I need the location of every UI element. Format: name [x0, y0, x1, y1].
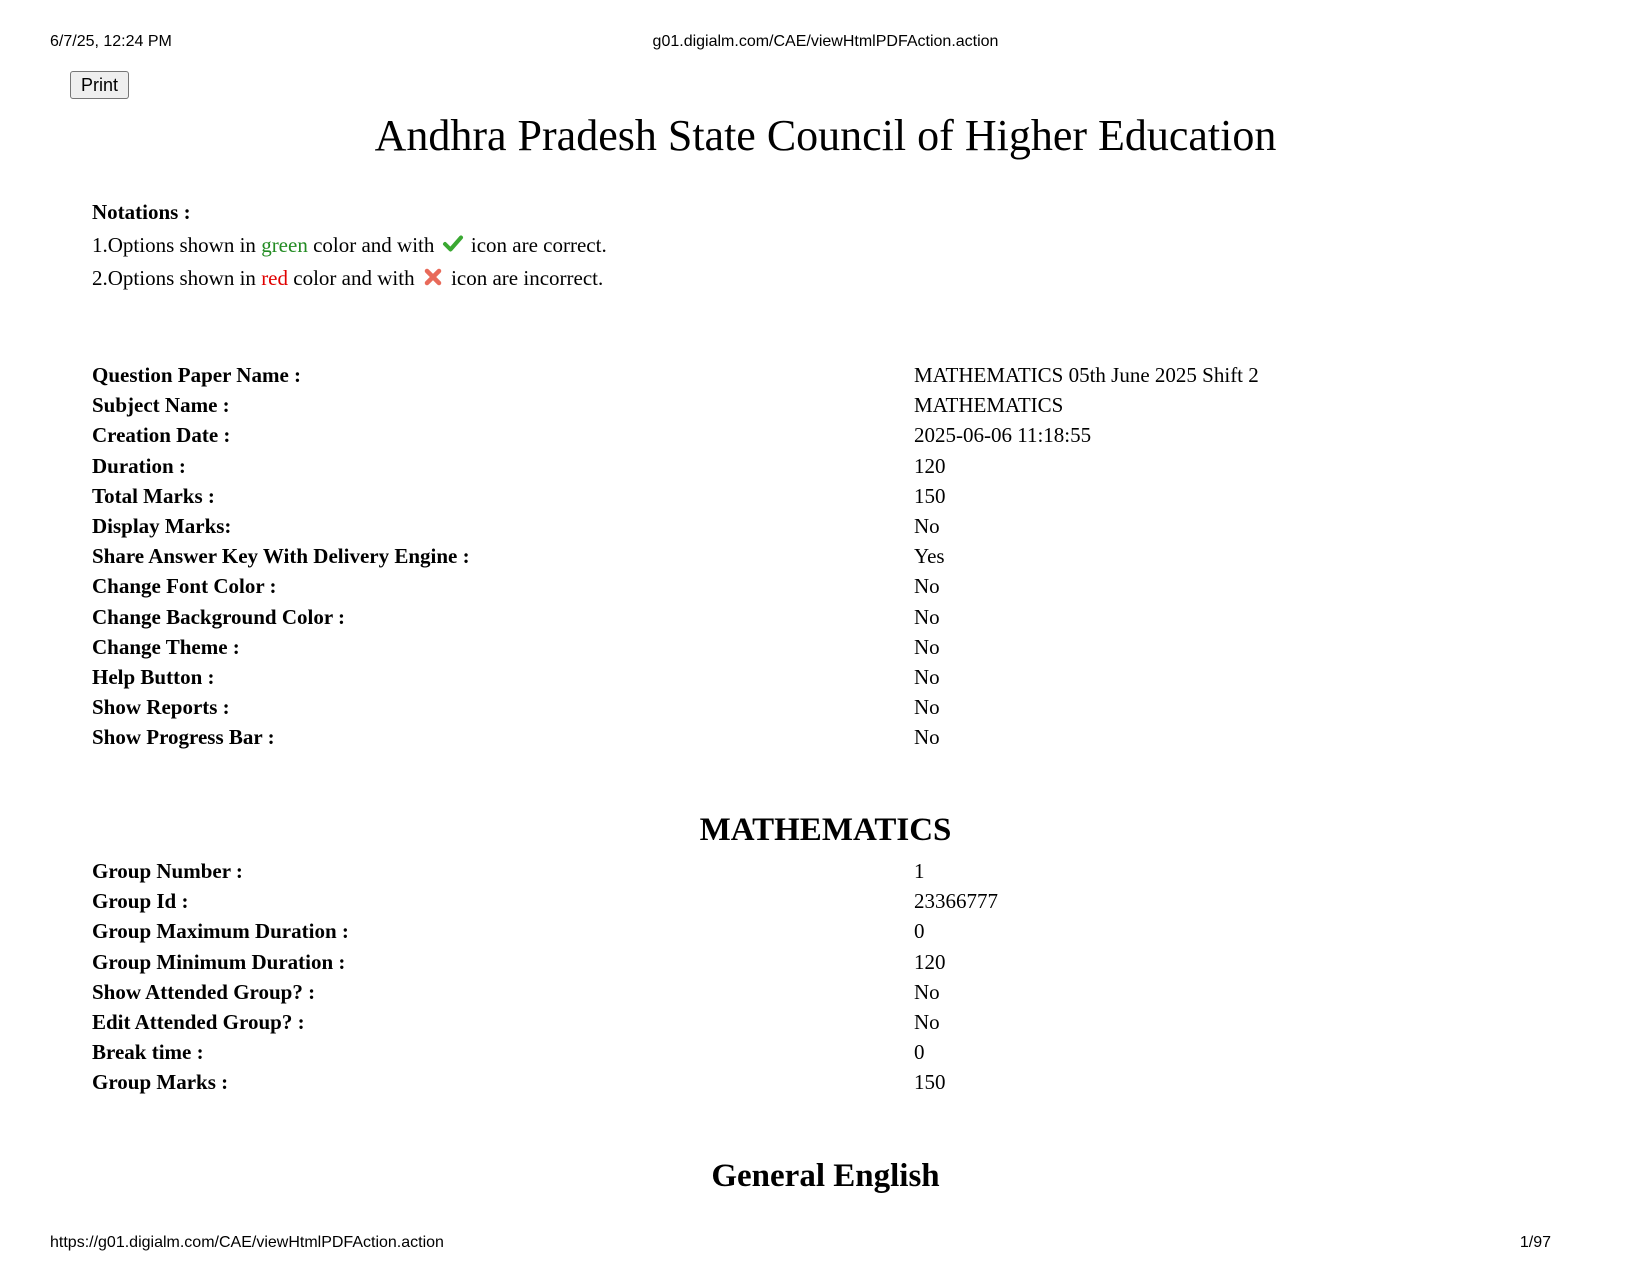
info-row: [92, 1067, 1492, 1097]
info-value: No: [914, 725, 940, 750]
info-row: [92, 1037, 1492, 1067]
cross-icon: [422, 265, 444, 287]
info-row: [92, 602, 1492, 632]
info-label: Display Marks:: [92, 514, 232, 539]
info-row: [92, 451, 1492, 481]
info-value: No: [914, 1010, 940, 1035]
info-value: No: [914, 979, 940, 1004]
info-value: No: [914, 514, 940, 539]
info-label: Group Number :: [92, 859, 243, 883]
info-row: [92, 511, 1492, 541]
info-value: 150: [914, 483, 946, 508]
info-value: 120: [914, 949, 946, 974]
print-header-url: g01.digialm.com/CAE/viewHtmlPDFAction.action: [652, 33, 999, 50]
info-value: No: [914, 695, 940, 720]
info-row: [92, 916, 1492, 946]
info-label: Show Attended Group? :: [92, 979, 316, 1004]
info-value: 0: [914, 1040, 925, 1065]
notation-correct-prefix: 1.Options shown in: [92, 233, 262, 257]
notation-correct: [92, 229, 607, 262]
info-value: 1: [914, 859, 925, 883]
info-label: Break time :: [92, 1040, 204, 1065]
info-row: [92, 632, 1492, 662]
info-value: MATHEMATICS: [914, 393, 1064, 418]
print-header-datetime: 6/7/25, 12:24 PM: [50, 33, 172, 50]
print-footer-page-number: 1/97: [1519, 1234, 1551, 1251]
info-label: Change Theme :: [92, 634, 240, 659]
section-title-mathematics: MATHEMATICS: [699, 812, 952, 848]
notation-correct-middle: color and with: [307, 233, 440, 257]
info-row: [92, 571, 1492, 601]
info-value: 0: [914, 919, 925, 944]
notations-heading: Notations :: [92, 200, 191, 224]
info-row: [92, 390, 1492, 420]
info-value: No: [914, 604, 940, 629]
info-value: Yes: [914, 544, 945, 569]
info-row: [92, 722, 1492, 752]
section-title-general-english: General English: [711, 1158, 940, 1194]
info-row: [92, 692, 1492, 722]
info-row: [92, 886, 1492, 916]
info-label: Question Paper Name :: [92, 363, 302, 387]
info-value: 2025-06-06 11:18:55: [914, 423, 1092, 448]
page-title: Andhra Pradesh State Council of Higher Education: [374, 111, 1277, 160]
info-value: 150: [914, 1070, 946, 1095]
info-label: Subject Name :: [92, 393, 230, 418]
info-value: MATHEMATICS 05th June 2025 Shift 2: [914, 363, 1259, 387]
notation-correct-suffix: icon are correct.: [465, 233, 607, 257]
notation-incorrect-prefix: 2.Options shown in: [92, 266, 262, 290]
info-value: No: [914, 574, 940, 599]
info-label: Change Font Color :: [92, 574, 277, 599]
info-label: Show Progress Bar :: [92, 725, 275, 750]
info-row: [92, 360, 1492, 390]
info-row: [92, 977, 1492, 1007]
info-label: Group Marks :: [92, 1070, 229, 1095]
info-row: [92, 856, 1492, 886]
info-label: Group Id :: [92, 889, 189, 914]
info-row: [92, 1007, 1492, 1037]
info-label: Edit Attended Group? :: [92, 1010, 305, 1035]
info-label: Change Background Color :: [92, 604, 346, 629]
info-value: No: [914, 634, 940, 659]
notation-incorrect-middle: color and with: [288, 266, 420, 290]
info-label: Share Answer Key With Delivery Engine :: [92, 544, 470, 569]
notation-incorrect: [92, 262, 607, 295]
notation-incorrect-color-word: red: [261, 266, 289, 290]
info-value: 120: [914, 453, 946, 478]
info-row: [92, 481, 1492, 511]
info-row: [92, 947, 1492, 977]
info-label: Group Maximum Duration :: [92, 919, 349, 944]
info-row: [92, 541, 1492, 571]
info-label: Help Button :: [92, 665, 215, 690]
notation-incorrect-suffix: icon are incorrect.: [445, 266, 604, 290]
info-row: [92, 662, 1492, 692]
info-label: Creation Date :: [92, 423, 231, 448]
info-value: 23366777: [914, 889, 998, 914]
print-button[interactable]: Print: [70, 71, 129, 99]
notations: [92, 196, 607, 295]
notation-correct-color-word: green: [261, 233, 308, 257]
group-info-table: [92, 856, 1492, 1098]
info-label: Duration :: [92, 453, 186, 478]
info-label: Show Reports :: [92, 695, 230, 720]
info-row: [92, 420, 1492, 450]
print-footer-url: https://g01.digialm.com/CAE/viewHtmlPDFAction.action: [50, 1234, 444, 1251]
check-icon: [442, 232, 464, 254]
info-value: No: [914, 665, 940, 690]
info-label: Group Minimum Duration :: [92, 949, 346, 974]
info-label: Total Marks :: [92, 483, 215, 508]
question-paper-info-table: [92, 360, 1492, 753]
